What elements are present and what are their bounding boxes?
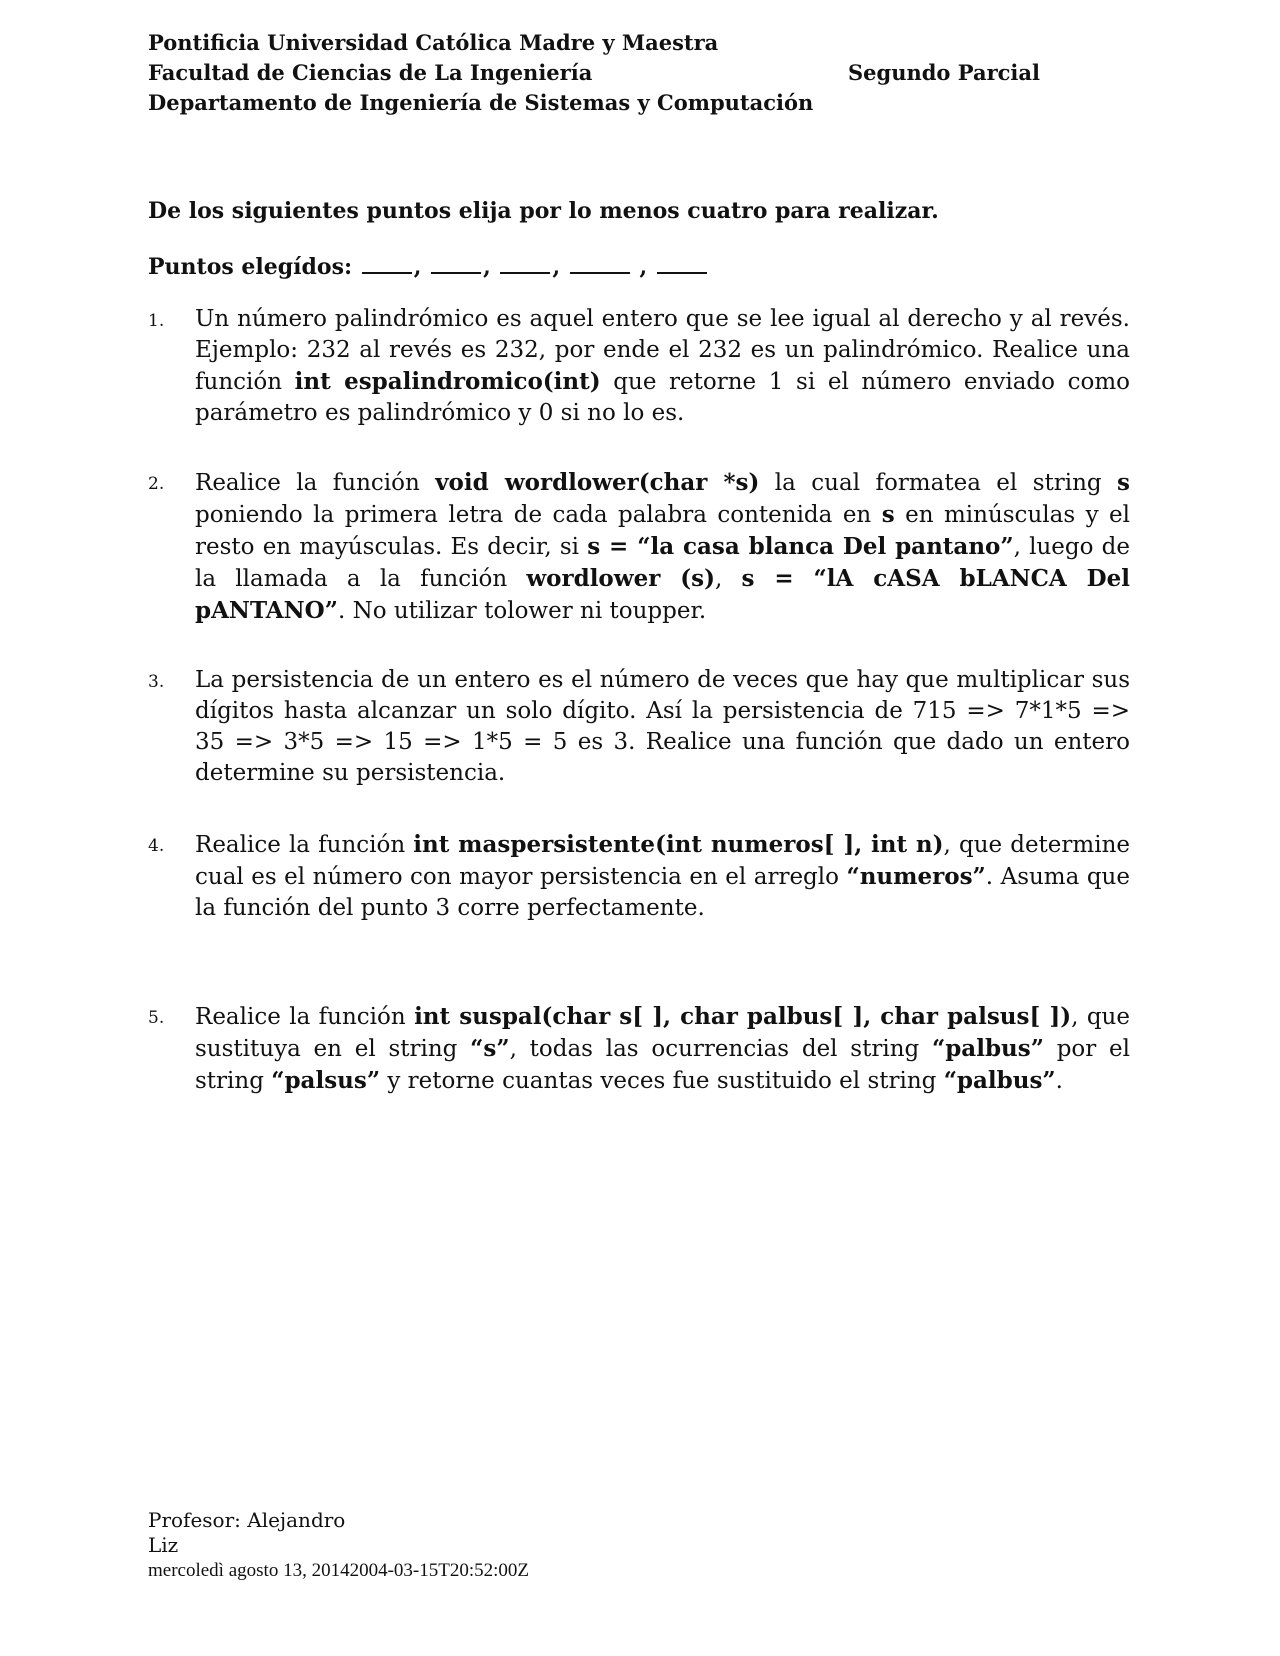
blank-separator: , bbox=[639, 254, 648, 280]
chosen-points-label: Puntos elegídos: bbox=[148, 254, 353, 280]
code-term: “s” bbox=[470, 1035, 510, 1062]
faculty-row bbox=[148, 58, 1048, 88]
answer-blank[interactable] bbox=[362, 254, 412, 274]
code-term: wordlower (s) bbox=[526, 565, 715, 592]
question-number: 5. bbox=[148, 1008, 165, 1028]
university-name: Pontificia Universidad Católica Madre y Maestra bbox=[148, 30, 719, 55]
date-stamp: mercoledì agosto 13, 20142004-03-15T20:52:00Z bbox=[148, 1560, 529, 1581]
question-text bbox=[195, 1001, 1130, 1097]
code-term: s = “la casa blanca Del pantano” bbox=[587, 533, 1014, 560]
question-text bbox=[195, 665, 1130, 789]
function-signature: int maspersistente(int numeros[ ], int n) bbox=[413, 831, 944, 858]
chosen-points-row bbox=[148, 252, 709, 282]
code-term: s = “lA cASA bLANCA Del pANTANO” bbox=[195, 565, 1130, 624]
question-number: 4. bbox=[148, 836, 165, 856]
text-run: . Asuma que la función del punto 3 corre perfectamente. bbox=[195, 864, 1130, 921]
function-signature: void wordlower(char *s) bbox=[435, 469, 760, 496]
answer-blank[interactable] bbox=[431, 254, 481, 274]
header bbox=[148, 28, 1048, 118]
code-term: “palbus” bbox=[943, 1067, 1056, 1094]
code-term: “numeros” bbox=[846, 863, 986, 890]
answer-blank[interactable] bbox=[500, 254, 550, 274]
code-term: s bbox=[881, 501, 895, 528]
question-text bbox=[195, 304, 1130, 429]
question-text bbox=[195, 829, 1130, 924]
code-term: “palbus” bbox=[932, 1035, 1044, 1062]
blank-separator: , bbox=[552, 254, 561, 280]
department-name: Departamento de Ingeniería de Sistemas y Computación bbox=[148, 90, 814, 115]
question-number: 2. bbox=[148, 474, 165, 494]
text-run: . No utilizar tolower ni toupper. bbox=[337, 598, 707, 624]
function-signature: int suspal(char s[ ], char palbus[ ], char palsus[ ]) bbox=[414, 1003, 1072, 1030]
text-run: , que sustituya en el string bbox=[195, 1004, 1130, 1062]
professor-surname: Liz bbox=[148, 1533, 179, 1557]
text-run: Realice la función bbox=[195, 1004, 415, 1030]
question-number: 1. bbox=[148, 311, 165, 331]
question-text bbox=[195, 467, 1130, 627]
answer-blank[interactable] bbox=[570, 254, 630, 274]
text-run: que retorne 1 si el número enviado como parámetro es palindrómico y 0 si no lo es. bbox=[195, 369, 1130, 426]
text-run: Realice la función bbox=[195, 470, 436, 496]
code-term: s bbox=[1117, 469, 1130, 496]
question-number: 3. bbox=[148, 672, 165, 692]
text-run: en minúsculas y el resto en mayúsculas. Es decir, si bbox=[195, 502, 1130, 560]
code-term: “palsus” bbox=[271, 1067, 381, 1094]
text-run: Un número palindrómico es aquel entero que se lee igual al derecho y al revés. Ejemplo: 232 al revés es 232, por ende el 232 es un palindrómico. Realice una función bbox=[195, 306, 1130, 395]
text-run: , que determine cual es el número con mayor persistencia en el arreglo bbox=[195, 832, 1130, 890]
text-run: poniendo la primera letra de cada palabra contenida en bbox=[195, 502, 882, 528]
answer-blank[interactable] bbox=[657, 254, 707, 274]
footer bbox=[148, 1508, 529, 1583]
text-run: , luego de la llamada a la función bbox=[195, 534, 1130, 592]
instructions: De los siguientes puntos elija por lo menos cuatro para realizar. bbox=[148, 198, 939, 224]
text-run: Realice la función bbox=[195, 832, 414, 858]
text-run: La persistencia de un entero es el número de veces que hay que multiplicar sus dígitos hasta alcanzar un solo dígito. Así la persistencia de 715 => 7*1*5 => 35 => 3*5 => 15 => 1*5 = 5 es 3. Realice una función que dado un entero determine su persistencia. bbox=[195, 667, 1130, 786]
blank-separator: , bbox=[483, 254, 491, 280]
exam-title: Segundo Parcial bbox=[848, 60, 1040, 85]
function-signature: int espalindromico(int) bbox=[294, 368, 601, 395]
text-run: la cual formatea el string bbox=[759, 470, 1118, 496]
blank-separator: , bbox=[413, 254, 422, 280]
faculty-name: Facultad de Ciencias de La Ingeniería bbox=[148, 60, 593, 85]
text-run: y retorne cuantas veces fue sustituido el string bbox=[380, 1068, 944, 1094]
text-run: . bbox=[1055, 1068, 1063, 1094]
text-run: por el string bbox=[195, 1036, 1130, 1094]
text-run: , bbox=[714, 566, 742, 592]
professor-line: Profesor: Alejandro bbox=[148, 1508, 346, 1532]
text-run: , todas las ocurrencias del string bbox=[509, 1036, 932, 1062]
